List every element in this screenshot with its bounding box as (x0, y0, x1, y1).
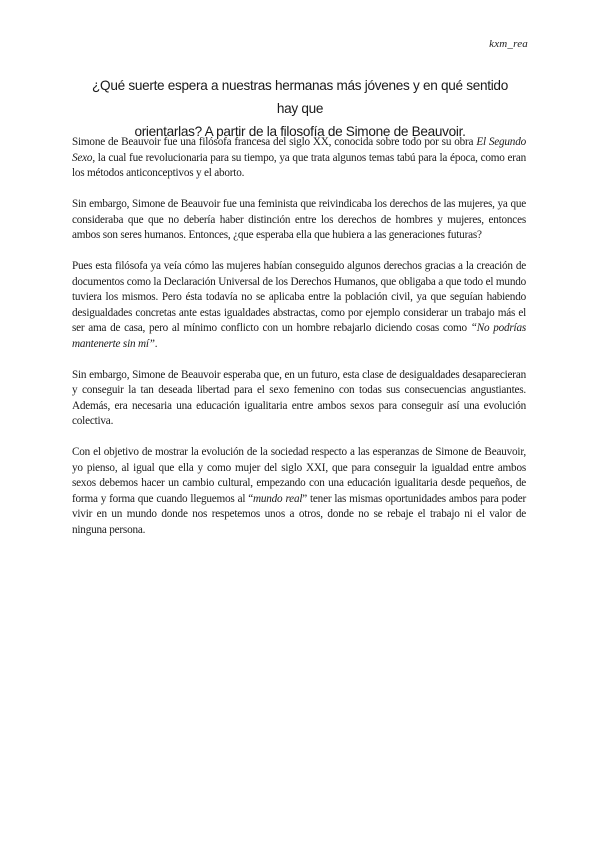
paragraph-3-text-b: . (154, 337, 158, 350)
title-line-1: ¿Qué suerte espera a nuestras hermanas más jóvenes y en qué sentido hay que (92, 78, 508, 116)
document-title (90, 74, 510, 143)
paragraph-5 (72, 445, 526, 538)
paragraph-1 (72, 135, 526, 182)
paragraph-1-text-a: Simone de Beauvoir fue una filósofa francesa del siglo XX, conocida sobre todo por su obra (72, 136, 477, 148)
paragraph-1-text-b: , la cual fue revolucionaria para su tiempo, ya que trata algunos temas tabú para la época, como eran los métodos anticonceptivos y el aborto. (72, 151, 526, 179)
paragraph-4: Sin embargo, Simone de Beauvoir esperaba que, en un futuro, esta clase de desigualdades desaparecieran y conseguir la tan deseada libertad para el sexo femenino con todas sus consecuencias angustiantes. Además, era necesaria una educación igualitaria entre ambos sexos para conseguir así una evolución colectiva. (72, 368, 526, 427)
paragraph-2: Sin embargo, Simone de Beauvoir fue una feminista que reivindicaba los derechos de las mujeres, ya que consideraba que que no debería haber distinción entre los derechos de hombres y mujeres, entonces ambos son seres humanos. Entonces, ¿que esperaba ella que hubiera a las generaciones futuras? (72, 198, 526, 241)
title-line-2: orientarlas? A partir de la filosofía de Simone de Beauvoir. (134, 124, 466, 139)
author-name: kxm_rea (489, 38, 528, 50)
paragraph-5-text-b: ” tener las mismas oportunidades ambos para poder vivir en un mundo donde nos respetemos unos a otros, donde no se rebaje el trabajo ni el valor de ninguna persona. (72, 492, 526, 536)
term-text: mundo real (253, 492, 303, 505)
quote-text: “No podrías mantenerte sin mí” (72, 322, 527, 350)
book-title: El Segundo Sexo (72, 136, 526, 164)
paragraph-3-text-a: Pues esta filósofa ya veía cómo las mujeres habían conseguido algunos derechos gracias a la creación de documentos como la Declaración Universal de los Derechos Humanos, que obligaba a que todo el mundo tuviera los mismos. Pero ésta todavía no se aplicaba entre la población civil, ya que seguían habiendo desigualdades concretas ante estas igualdades abstractas, como por ejemplo considerar un trabajo más el ser ama de casa, pero al mínimo conflicto con un hombre rebajarlo diciendo cosas como (72, 260, 526, 334)
document-body (72, 135, 526, 554)
paragraph-3 (72, 259, 526, 352)
paragraph-5-text-a: Con el objetivo de mostrar la evolución de la sociedad respecto a las esperanzas de Simone de Beauvoir, yo pienso, al igual que ella y como mujer del siglo XXI, que para conseguir la igualdad entre ambos sexos debemos hacer un cambio cultural, empezando con una educación igualitaria desde pequeños, de forma y forma que cuando lleguemos al “ (72, 446, 526, 505)
